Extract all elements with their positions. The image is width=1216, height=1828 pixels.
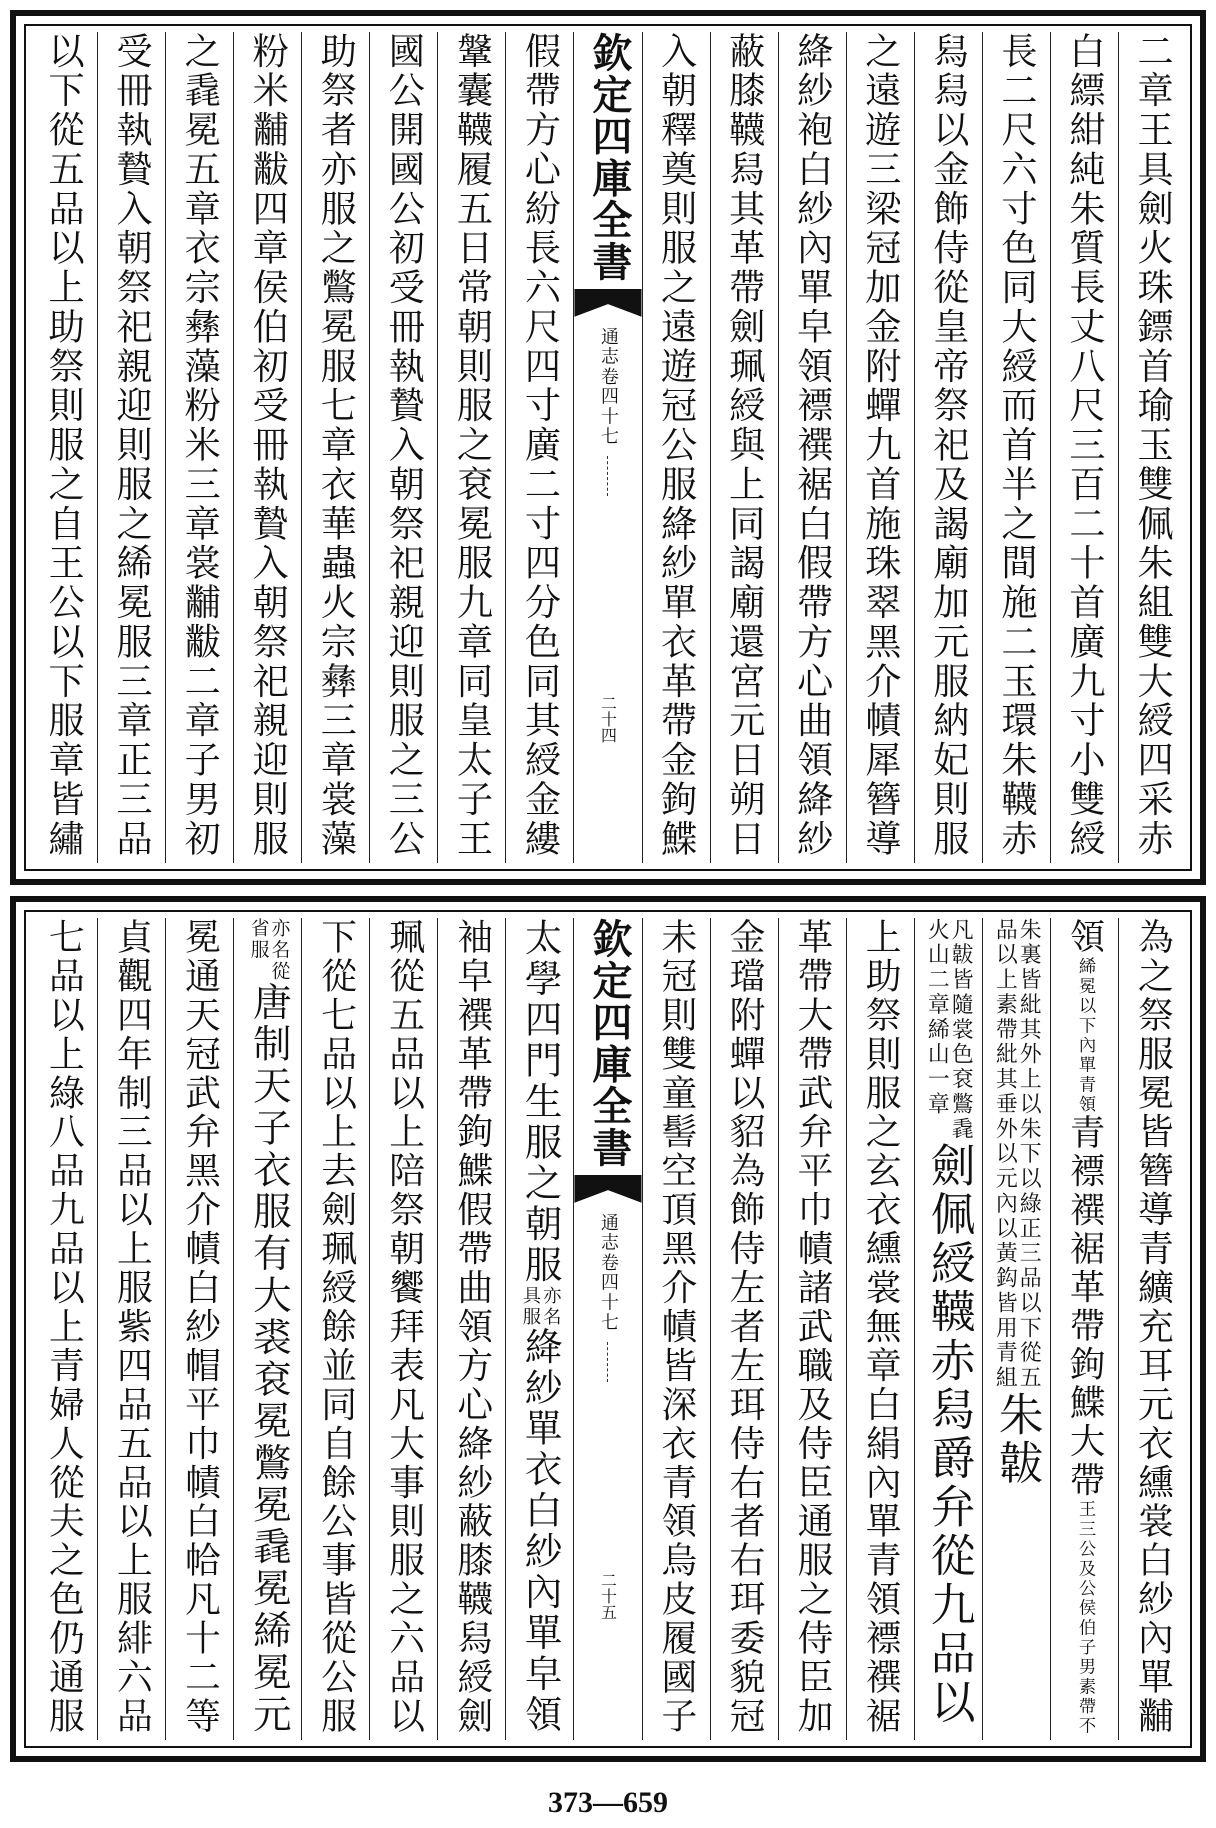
volume-label: 卷四十七 [597,1252,619,1333]
column-text: 未冠則雙童髻空頂黑介幘皆深衣青領烏皮履國子 [655,918,697,1736]
column-text: 唐制天子衣服有大裘袞冕鷩冕毳冕絺冕元 [245,982,291,1736]
column-text: 蔽膝韈舄其革帶劍珮綬與上同謁廟還宮元日朔日 [723,32,767,859]
text-column [1050,918,1118,1740]
text-column [1118,32,1186,863]
text-column [233,32,301,863]
annotation-pair [1075,1500,1094,1736]
column-text: 袖皁襈革帶鉤鰈假帶曲領方心絳紗蔽膝韈舄綬劍 [451,918,493,1736]
page-number: 二十四 [598,695,618,743]
column-text: 貞觀四年制三品以上服紫四品五品以上服緋六品 [111,918,153,1736]
annotation: 省服 [247,918,269,961]
text-column [1050,32,1118,863]
column-text: 絳紗單衣白紗內單皁領 [518,1327,563,1736]
annotation-pair [520,1286,561,1328]
text-column [233,918,301,1740]
text-column [642,32,710,863]
annotation-pair [924,918,972,1142]
column-text: 絳紗袍白紗內單皁領褾襈裾白假帶方心曲領絳紗 [791,32,835,859]
book-title: 欽定四庫全書 [585,32,632,283]
column-text: 青褾襈裾革帶鉤鰈大帶 [1064,1114,1106,1500]
text-column [1118,918,1186,1740]
column-text: 白縹紺純朱質長丈八尺三百二十首廣九寸小雙綬 [1063,32,1107,859]
text-column [710,32,778,863]
text-column [914,32,982,863]
page-footer-number: 373—659 [548,1786,668,1819]
column-text: 太學四門生服之朝服 [518,918,563,1286]
section-title: 通志 [597,326,619,367]
column-text: 七品以上綠八品九品以上青婦人從夫之色仍通服 [43,918,85,1736]
text-column [437,32,505,863]
column-text: 入朝釋奠則服之遠遊冠公服絳紗單衣革帶金鉤鰈 [655,32,699,859]
upper-page [10,10,1206,885]
text-column [778,32,846,863]
column-text: 助祭者亦服之鷩冕服七章衣華蟲火宗彝三章裳藻 [314,32,358,859]
annotation: 品以上素帶紕其垂外以元內以黃鈎皆用青組 [992,918,1018,1391]
text-column [301,32,369,863]
annotation-pair [247,918,289,982]
text-column [914,918,982,1740]
divider [607,456,609,496]
text-column [505,32,573,863]
text-column [778,918,846,1740]
text-column [165,918,233,1740]
column-text: 長二尺六寸色同大綬而首半之間施二玉環朱韈赤 [995,32,1039,859]
volume-label: 卷四十七 [597,366,619,447]
annotation: 王三公及公侯伯子男素帶不 [1075,1499,1096,1736]
column-text: 國公開國公初受冊執贄入朝祭祀親迎則服之三公 [382,32,426,859]
fold-center-column [573,32,641,863]
column-text: 粉米黼黻四章侯伯初受冊執贄入朝祭祀親迎則服 [246,32,290,859]
book-title: 欽定四庫全書 [585,918,632,1169]
column-text: 舄舄以金飾侍從皇帝祭祀及謁廟加元服納妃則服 [927,32,971,859]
text-column [642,918,710,1740]
divider [607,1342,609,1382]
text-column [369,918,437,1740]
text-column [97,918,165,1740]
column-text: 假帶方心紛長六尺四寸廣二寸四分色同其綬金縷 [518,32,562,859]
fold-center-column [573,918,641,1740]
annotation-pair [1075,957,1094,1114]
text-column [301,918,369,1740]
text-column [30,918,97,1740]
fishtail-mark-icon [574,289,641,317]
text-column [30,32,97,863]
column-text: 受冊執贄入朝祭祀親迎則服之絺冕服三章正三品 [110,32,154,859]
lower-text-frame [24,910,1192,1748]
column-text: 為之祭服冕皆簪導青纊充耳元衣纁裳白紗內單黼 [1132,918,1174,1736]
column-text: 之毳冕五章衣宗彝藻粉米三章裳黼黻二章子男初 [178,32,222,859]
text-column [165,32,233,863]
annotation: 亦名 [540,1285,562,1328]
upper-text-frame [24,24,1192,871]
text-column [505,918,573,1740]
section-title: 通志 [597,1212,619,1253]
column-text: 革帶大帶武弁平巾幘諸武職及侍臣通服之侍臣加 [792,918,834,1736]
column-text: 領 [1064,918,1106,957]
annotation: 亦名從 [268,918,290,983]
column-text: 二章王具劍火珠鏢首瑜玉雙佩朱組雙大綬四采赤 [1131,32,1175,859]
column-text: 下從七品以上去劍珮綬餘並同自餘公事皆從公服 [315,918,357,1736]
column-text: 珮從五品以上陪祭朝饗拜表凡大事則服之六品以 [383,918,425,1736]
text-column [982,32,1050,863]
column-text: 以下從五品以上助祭則服之自王公以下服章皆繡 [42,32,86,859]
text-column [97,32,165,863]
annotation: 火山二章絺山一章 [924,918,950,1118]
text-column [437,918,505,1740]
column-text: 劍佩綬韈赤舄爵弁從九品以 [922,1141,976,1728]
column-text: 上助祭則服之玄衣纁裳無章白絹內單青領褾襈裾 [860,918,902,1736]
text-column [846,32,914,863]
lower-page [10,896,1206,1762]
text-column [846,918,914,1740]
annotation: 具服 [519,1285,541,1328]
column-text: 鞶囊韈履五日常朝則服之袞冕服九章同皇太子王 [450,32,494,859]
fishtail-mark-icon [574,1175,641,1203]
column-text: 之遠遊三梁冠加金附蟬九首施珠翠黑介幘犀簪導 [859,32,903,859]
annotation: 絺冕以下內單青領 [1075,956,1096,1115]
column-text: 朱韍 [990,1390,1044,1489]
annotation: 凡韍皆隨裳色袞鷩毳 [948,918,974,1142]
text-column [982,918,1050,1740]
annotation-pair [992,918,1040,1391]
page-number: 二十五 [598,1572,618,1620]
text-column [369,32,437,863]
column-text: 冕通天冠武弁黑介幘白紗帽平巾幘白帢凡十二等 [179,918,221,1736]
annotation: 朱裏皆紕其外上以朱下以綠正三品以下從五 [1016,918,1042,1391]
column-text: 金璫附蟬以貂為飾侍左者左珥侍右者右珥委貌冠 [723,918,765,1736]
text-column [710,918,778,1740]
